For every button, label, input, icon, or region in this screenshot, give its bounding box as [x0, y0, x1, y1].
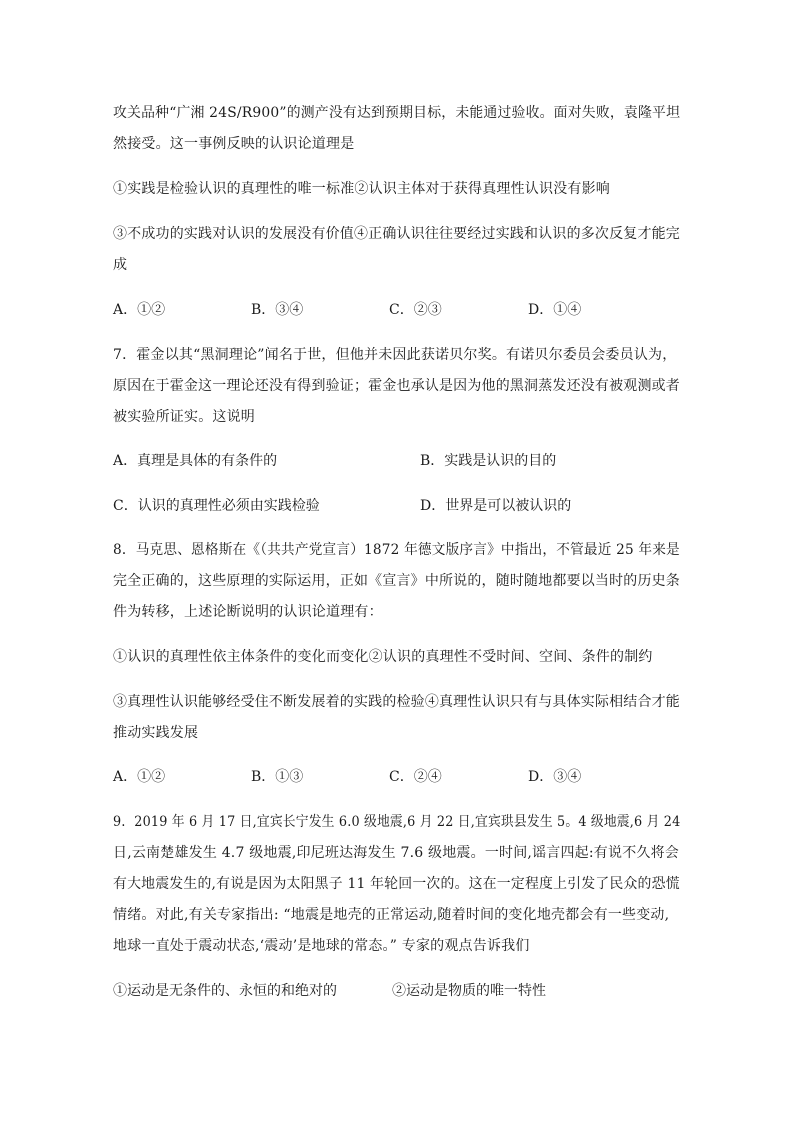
q9-statement-2: ②运动是物质的唯一特性: [392, 983, 546, 999]
q9-stem-line-1: 9．2019 年 6 月 17 日,宜宾长宁发生 6.0 级地震,6 月 22 日,宜宾珙县发生 5。4 级地震,6 月 24: [113, 814, 681, 830]
q9-stem-line-2: 日,云南楚雄发生 4.7 级地震,印尼班达海发生 7.6 级地震。一时间,谣言四起:有说不久将会: [113, 845, 679, 861]
q9-stem-line-4: 情绪。对此,有关专家指出: “地震是地壳的正常运动,随着时间的变化地壳都会有一些变动,: [113, 907, 670, 923]
q7-stem-line-3: 被实验所证实。这说明: [113, 409, 255, 425]
q9-stem-line-5: 地球一直处于震动状态,‘震动’是地球的常态。” 专家的观点告诉我们: [113, 938, 530, 954]
q7-option-d: D．世界是可以被认识的: [420, 498, 572, 514]
q6-option-b: B．③④: [251, 302, 304, 318]
q7-option-b: B．实践是认识的目的: [420, 453, 557, 469]
q8-option-b: B．①③: [251, 769, 304, 785]
q7-option-a: A．真理是具体的有条件的: [113, 453, 278, 469]
q8-statement-line-3: 推动实践发展: [113, 725, 199, 741]
q8-statement-line-2: ③真理性认识能够经受住不断发展着的实践的检验④真理性认识只有与具体实际相结合才能: [113, 694, 680, 710]
q9-statement-1: ①运动是无条件的、永恒的和绝对的: [113, 983, 337, 999]
q6-stem-line-2: 然接受。这一事例反映的认识论道理是: [113, 136, 355, 152]
q6-statement-line-3: 成: [113, 257, 128, 273]
q7-stem-line-2: 原因在于霍金这一理论还没有得到验证；霍金也承认是因为他的黑洞蒸发还没有被观测或者: [113, 378, 680, 394]
q6-statement-line-2: ③不成功的实践对认识的发展没有价值④正确认识往往要经过实践和认识的多次反复才能完: [113, 226, 680, 242]
q8-option-a: A．①②: [113, 769, 166, 785]
q8-stem-line-3: 件为转移，上述论断说明的认识论道理有：: [113, 604, 383, 620]
q6-statement-line-1: ①实践是检验认识的真理性的唯一标准②认识主体对于获得真理性认识没有影响: [113, 181, 610, 197]
q8-stem-line-1: 8．马克思、恩格斯在《（共共产党宣言）1872 年德文版序言》中指出，不管最近 25 年来是: [113, 542, 680, 558]
q8-stem-line-2: 完全正确的，这些原理的实际运用，正如《宣言》中所说的，随时随地都要以当时的历史条: [113, 573, 680, 589]
q9-stem-line-3: 有大地震发生的,有说是因为太阳黑子 11 年轮回一次的。这在一定程度上引发了民众的恐慌: [113, 876, 680, 892]
q6-option-d: D．①④: [528, 302, 582, 318]
q6-option-c: C．②③: [389, 302, 442, 318]
q8-statement-line-1: ①认识的真理性依主体条件的变化而变化②认识的真理性不受时间、空间、条件的制约: [113, 649, 653, 665]
q6-stem-line-1: 攻关品种“广湘 24S/R900”的测产没有达到预期目标，未能通过验收。面对失败，袁隆平坦: [113, 105, 681, 121]
q6-option-a: A．①②: [113, 302, 166, 318]
q7-option-c: C．认识的真理性必须由实践检验: [113, 498, 320, 514]
q8-option-d: D．③④: [528, 769, 582, 785]
q8-option-c: C．②④: [389, 769, 442, 785]
q7-stem-line-1: 7．霍金以其“黑洞理论”闻名于世，但他并未因此获诺贝尔奖。有诺贝尔委员会委员认为，: [113, 347, 677, 363]
